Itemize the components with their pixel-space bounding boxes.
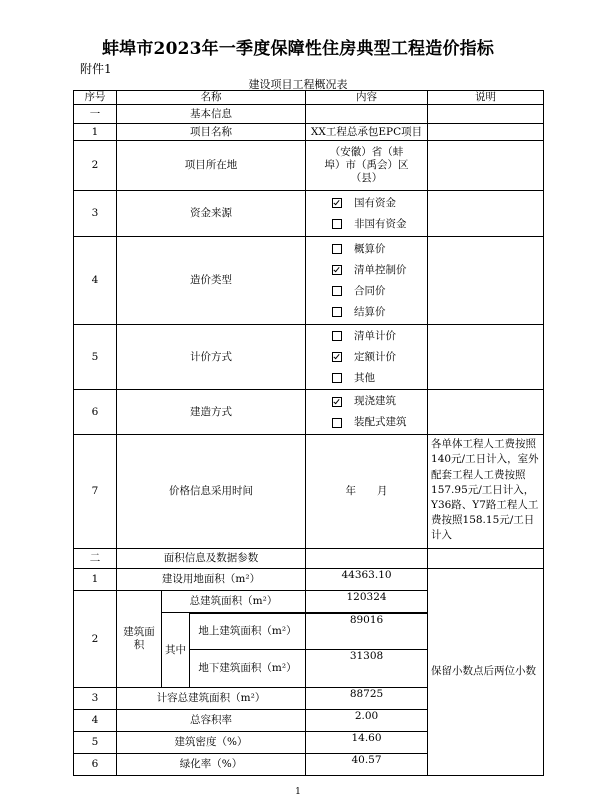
header-row [74,91,544,105]
plot-ratio-area-value: 88725 [306,688,428,710]
checkbox-icon[interactable] [332,286,342,296]
row-name: 地下建筑面积（m²） [190,650,306,688]
sub-group-label: 其中 [162,613,190,688]
land-area-value: 44363.10 [306,569,428,591]
cost-type-options [306,237,428,325]
table-title: 建设项目工程概况表 [248,78,348,91]
above-ground-area-value: 89016 [306,614,428,650]
table-row [74,435,544,549]
option-item[interactable]: 定额计价 [332,347,424,368]
construction-method-options [306,390,428,435]
attachment-label: 附件1 [80,62,112,76]
table-row [74,390,544,435]
header-note: 说明 [428,91,544,105]
row-name: 建造方式 [117,390,306,435]
plot-ratio-value: 2.00 [306,710,428,732]
green-ratio-value: 40.57 [306,754,428,776]
row-no: 1 [74,124,117,141]
checkbox-icon[interactable] [332,244,342,254]
building-area-group-label: 建筑面积 [117,591,162,688]
row-name: 造价类型 [117,237,306,325]
table-row [74,569,544,591]
row-name: 建设用地面积（m²） [117,569,306,591]
pricing-method-options [306,325,428,390]
checkbox-checked-icon[interactable] [332,265,342,275]
building-density-value: 14.60 [306,732,428,754]
section-basic-info [74,105,544,124]
row-name: 计价方式 [117,325,306,390]
option-item[interactable]: 概算价 [332,239,424,260]
row-no: 5 [74,732,117,754]
row-name: 价格信息采用时间 [117,435,306,549]
row-no: 2 [74,141,117,191]
row-no: 6 [74,390,117,435]
funding-options [306,191,428,237]
checkbox-checked-icon[interactable] [332,352,342,362]
row-name: 项目名称 [117,124,306,141]
row-no: 1 [74,569,117,591]
header-no: 序号 [74,91,117,105]
option-item[interactable]: 现浇建筑 [332,391,424,412]
row-no: 5 [74,325,117,390]
checkbox-icon[interactable] [332,219,342,229]
option-item[interactable]: 合同价 [332,281,424,302]
checkbox-checked-icon[interactable] [332,198,342,208]
checkbox-icon[interactable] [332,307,342,317]
checkbox-icon[interactable] [332,373,342,383]
row-name: 建筑密度（%） [117,732,306,754]
page-number: 1 [295,787,301,797]
row-name: 资金来源 [117,191,306,237]
checkbox-icon[interactable] [332,418,342,428]
header-name: 名称 [117,91,306,105]
section-no: 一 [74,105,117,124]
table-row [74,141,544,191]
checkbox-icon[interactable] [332,331,342,341]
option-item[interactable]: 其他 [332,368,424,389]
table-row [74,191,544,237]
table-row [74,124,544,141]
labor-cost-note: 各单体工程人工费按照140元/工日计入，室外配套工程人工费按照157.95元/工日计入，Y36路、Y7路工程人工费按照158.15元/工日计入 [428,435,544,549]
row-no: 4 [74,237,117,325]
table-row [74,325,544,390]
project-overview-table [73,90,544,776]
price-date-value: 年 月 [306,435,428,549]
row-no: 7 [74,435,117,549]
row-name: 总容积率 [117,710,306,732]
option-item[interactable]: 清单控制价 [332,260,424,281]
location-value: （安徽）省（蚌 埠）市（禹会）区 （县） [306,141,428,191]
option-item[interactable]: 国有资金 [332,193,424,214]
row-no: 3 [74,688,117,710]
row-no: 2 [74,591,117,688]
section-label: 基本信息 [117,105,306,124]
row-name: 地上建筑面积（m²） [190,614,306,650]
checkbox-checked-icon[interactable] [332,397,342,407]
below-ground-area-value: 31308 [306,650,428,688]
option-item[interactable]: 非国有资金 [332,214,424,235]
project-name-value: XX工程总承包EPC项目 [306,124,428,141]
row-name: 计容总建筑面积（m²） [117,688,306,710]
row-name: 项目所在地 [117,141,306,191]
section-label: 面积信息及数据参数 [117,549,306,569]
option-item[interactable]: 装配式建筑 [332,412,424,433]
area-note: 保留小数点后两位小数 [428,569,544,776]
section-area-info [74,549,544,569]
row-no: 6 [74,754,117,776]
row-no: 3 [74,191,117,237]
table-row [74,237,544,325]
total-area-value: 120324 [306,591,428,613]
document-title: 蚌埠市2023年一季度保障性住房典型工程造价指标 [101,39,495,59]
row-name: 总建筑面积（m²） [162,591,306,613]
row-no: 4 [74,710,117,732]
header-content: 内容 [306,91,428,105]
option-item[interactable]: 清单计价 [332,326,424,347]
row-name: 绿化率（%） [117,754,306,776]
option-item[interactable]: 结算价 [332,302,424,323]
section-no: 二 [74,549,117,569]
